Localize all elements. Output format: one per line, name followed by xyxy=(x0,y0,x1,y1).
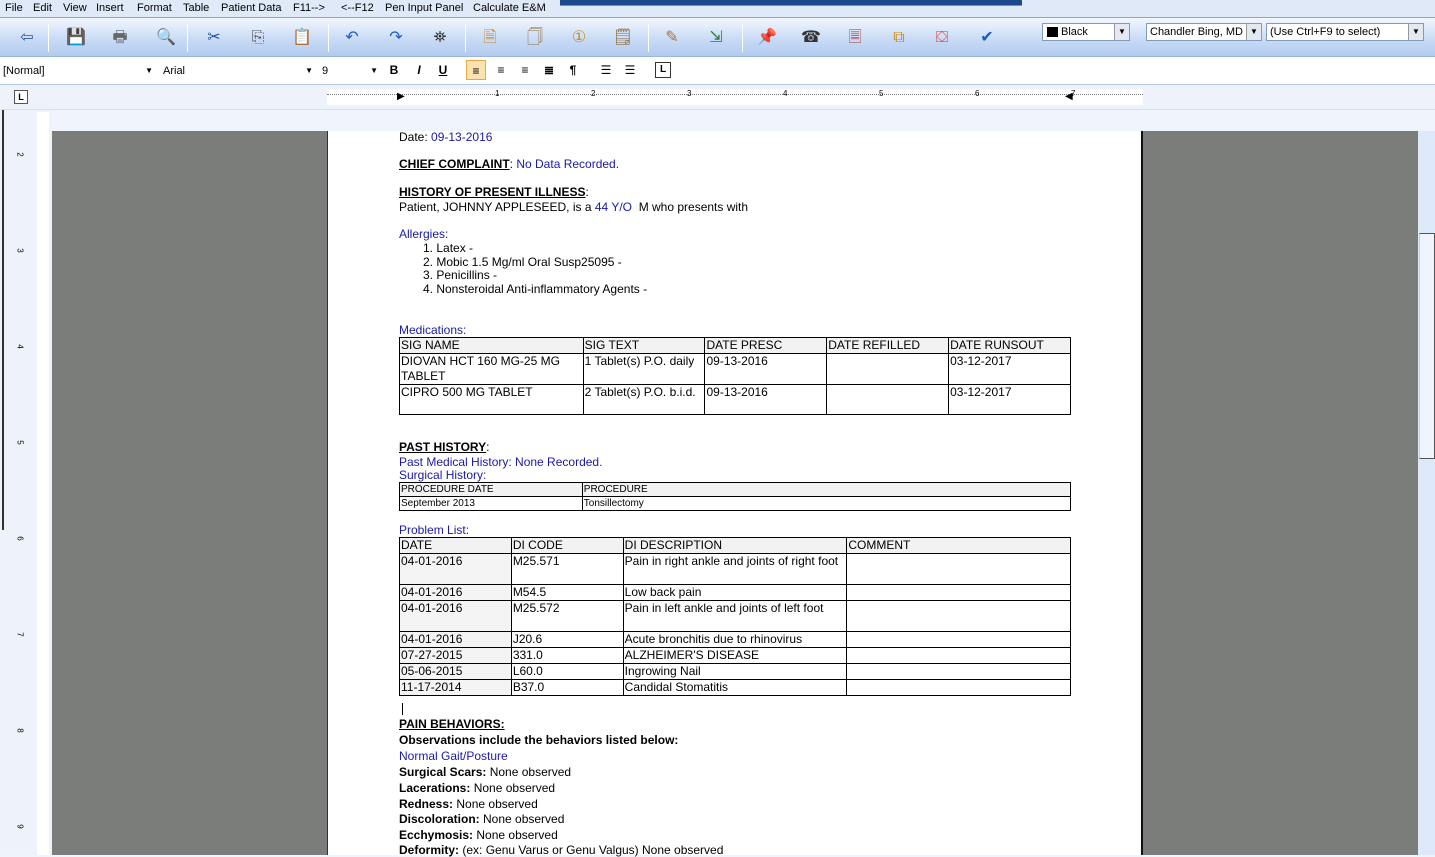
template-select[interactable] xyxy=(1266,23,1424,41)
column-header: SIG TEXT xyxy=(583,338,705,354)
ruler-number: 4 xyxy=(783,89,788,98)
table-row xyxy=(400,554,1071,585)
title-bar-strip xyxy=(560,0,1022,6)
horizontal-ruler[interactable] xyxy=(327,89,1143,105)
table-cell: DIOVAN HCT 160 MG-25 MG TABLET xyxy=(400,354,584,385)
column-header: DATE RUNSOUT xyxy=(949,338,1071,354)
table-cell: 05-06-2015 xyxy=(400,664,512,680)
table-row xyxy=(400,385,1071,415)
menu-f11[interactable]: F11--> xyxy=(293,2,325,14)
find-icon[interactable]: ⛯ xyxy=(433,29,447,46)
bold-button[interactable]: B xyxy=(389,63,399,77)
finding-line xyxy=(399,797,538,811)
date-label: Date: xyxy=(399,130,428,144)
toolbar-separator xyxy=(742,24,743,52)
column-header: DATE REFILLED xyxy=(827,338,949,354)
table-cell: M54.5 xyxy=(511,585,623,601)
eraser-icon[interactable]: ✎ xyxy=(665,29,679,46)
import-icon[interactable]: ⇲ xyxy=(709,29,723,46)
finding-label: Surgical Scars: xyxy=(399,765,487,779)
merge-icon[interactable]: ⧉ xyxy=(893,29,905,46)
column-header: DI DESCRIPTION xyxy=(623,538,847,554)
table-cell: 04-01-2016 xyxy=(400,554,512,585)
table-row xyxy=(400,601,1071,632)
spellcheck-icon[interactable]: ✔ xyxy=(980,29,994,46)
style-select[interactable] xyxy=(3,62,155,80)
allergies-label: Allergies: xyxy=(399,227,449,241)
page-number-icon[interactable]: ① xyxy=(571,29,587,46)
finding-label: Lacerations: xyxy=(399,781,471,795)
table-cell: Tonsillectomy xyxy=(582,497,1070,511)
table-cell: B37.0 xyxy=(511,680,623,696)
finding-label: Deformity: xyxy=(399,843,460,857)
allergy-item: 3. Penicillins - xyxy=(423,268,498,282)
column-header: PROCEDURE xyxy=(582,483,1070,497)
ruler-number: 6 xyxy=(15,536,25,541)
finding-line xyxy=(399,828,558,842)
undo-icon[interactable]: ↶ xyxy=(345,29,359,46)
finding-line xyxy=(399,781,555,795)
table-cell xyxy=(847,648,1071,664)
font-size-value: 9 xyxy=(322,65,329,77)
problem-list-table xyxy=(399,537,1071,696)
chevron-down-icon[interactable]: ▼ xyxy=(145,66,153,75)
hpi-heading-line: HISTORY OF PRESENT ILLNESS: xyxy=(399,185,589,199)
tab-selector-icon[interactable]: L xyxy=(14,90,28,104)
gait-posture: Normal Gait/Posture xyxy=(399,749,508,763)
medications-label: Medications: xyxy=(399,323,467,337)
table-row xyxy=(400,680,1071,696)
table-cell: Candidal Stomatitis xyxy=(623,680,847,696)
table-cell: 11-17-2014 xyxy=(400,680,512,696)
ruler-number: 3 xyxy=(15,248,25,253)
finding-value: None observed xyxy=(489,765,572,779)
note-icon[interactable]: 🗒 xyxy=(612,29,634,46)
scrollbar-thumb[interactable] xyxy=(1419,233,1435,459)
table-header-row xyxy=(400,483,1071,497)
allergy-item: 4. Nonsteroidal Anti-inflammatory Agents - xyxy=(423,282,648,296)
menu-f12[interactable]: <--F12 xyxy=(341,2,374,14)
menu-file[interactable]: File xyxy=(5,2,23,14)
finding-label: Discoloration: xyxy=(399,812,480,826)
table-cell: 03-12-2017 xyxy=(949,354,1071,385)
underline-button[interactable]: U xyxy=(438,63,448,77)
column-header: DATE xyxy=(400,538,512,554)
align-left-button[interactable]: ≡ xyxy=(466,60,486,80)
align-right-button[interactable]: ≡ xyxy=(521,63,529,77)
menu-table[interactable]: Table xyxy=(183,2,210,14)
chief-complaint: CHIEF COMPLAINT: No Data Recorded. xyxy=(399,157,620,171)
ruler-number: 7 xyxy=(15,632,25,637)
left-splitter[interactable] xyxy=(0,110,4,530)
toolbar-separator xyxy=(465,24,466,52)
menu-edit[interactable]: Edit xyxy=(33,2,52,14)
column-header: DI CODE xyxy=(511,538,623,554)
font-select[interactable] xyxy=(163,62,315,80)
menu-format[interactable]: Format xyxy=(137,2,172,14)
print-icon[interactable]: 🖶 xyxy=(112,29,128,46)
table-cell: Pain in right ankle and joints of right foot xyxy=(623,554,847,585)
finding-value: None observed xyxy=(456,797,538,811)
chevron-down-icon[interactable]: ▼ xyxy=(1408,24,1423,40)
menu-insert[interactable]: Insert xyxy=(96,2,124,14)
ruler-number: 3 xyxy=(687,89,692,98)
pdf-icon[interactable]: ⛋ xyxy=(935,29,949,46)
table-cell: 2 Tablet(s) P.O. b.i.d. xyxy=(583,385,705,415)
ruler-number: 5 xyxy=(15,440,25,445)
menu-view[interactable]: View xyxy=(63,2,87,14)
align-center-button[interactable]: ≡ xyxy=(497,63,505,77)
past-history-heading-line: PAST HISTORY: xyxy=(399,440,490,454)
table-cell: Low back pain xyxy=(623,585,847,601)
table-cell xyxy=(827,354,949,385)
table-cell: Acute bronchitis due to rhinovirus xyxy=(623,632,847,648)
table-row xyxy=(400,354,1071,385)
date-line xyxy=(399,130,492,144)
justify-button[interactable]: ≣ xyxy=(543,63,555,77)
table-cell: M25.572 xyxy=(511,601,623,632)
table-row xyxy=(400,497,1071,511)
chief-complaint-value: No Data Recorded. xyxy=(516,157,620,171)
ruler-number: 2 xyxy=(591,89,596,98)
table-cell: Pain in left ankle and joints of left foot xyxy=(623,601,847,632)
ruler-number: 9 xyxy=(15,824,25,829)
font-size-select[interactable] xyxy=(322,62,380,80)
table-cell: Ingrowing Nail xyxy=(623,664,847,680)
bulleted-list-icon[interactable]: ☰ xyxy=(624,63,636,77)
font-value: Arial xyxy=(163,65,186,77)
pain-behaviors-heading: PAIN BEHAVIORS: xyxy=(399,717,505,731)
finding-line xyxy=(399,765,571,779)
left-indent-marker-icon[interactable]: ▶ xyxy=(397,91,405,102)
exit-icon[interactable]: ⇦ xyxy=(20,29,34,46)
menu-calculate-e-m[interactable]: Calculate E&M xyxy=(473,2,546,14)
chevron-down-icon[interactable]: ▼ xyxy=(1114,24,1129,40)
ruler-number: 1 xyxy=(495,89,500,98)
table-cell: 03-12-2017 xyxy=(949,385,1071,415)
save-icon[interactable]: 💾 xyxy=(66,29,86,46)
copy-icon[interactable]: ⎘ xyxy=(251,29,265,46)
redo-icon[interactable]: ↷ xyxy=(389,29,403,46)
table-row xyxy=(400,632,1071,648)
chevron-down-icon[interactable]: ▼ xyxy=(305,66,313,75)
toolbar-separator xyxy=(48,24,49,52)
toolbar-separator xyxy=(187,24,188,52)
ruler-number: 2 xyxy=(15,152,25,157)
table-cell: 04-01-2016 xyxy=(400,632,512,648)
ruler-number: 7 xyxy=(1071,89,1076,98)
table-cell: ALZHEIMER'S DISEASE xyxy=(623,648,847,664)
chevron-down-icon[interactable]: ▼ xyxy=(1246,24,1261,40)
ruler-number: 6 xyxy=(975,89,980,98)
template-icon[interactable]: 🗍 xyxy=(527,29,543,46)
table-header-row xyxy=(400,338,1071,354)
date-value: 09-13-2016 xyxy=(431,130,493,144)
print-preview-icon[interactable]: 🔍 xyxy=(156,29,176,46)
pin-icon[interactable]: 📌 xyxy=(757,29,777,46)
finding-label: Redness: xyxy=(399,797,454,811)
table-cell: September 2013 xyxy=(400,497,583,511)
color-select[interactable] xyxy=(1042,23,1130,41)
past-medical-history: Past Medical History: None Recorded. xyxy=(399,455,603,469)
toolbar-separator xyxy=(648,24,649,52)
finding-value: None observed xyxy=(476,828,558,842)
table-cell: 09-13-2016 xyxy=(705,354,827,385)
hpi-age: 44 Y/O xyxy=(594,200,633,214)
finding-label: Ecchymosis: xyxy=(399,828,474,842)
table-cell: 1 Tablet(s) P.O. daily xyxy=(583,354,705,385)
table-cell: M25.571 xyxy=(511,554,623,585)
hpi-prefix: Patient, JOHNNY APPLESEED, is a xyxy=(399,200,592,214)
color-swatch xyxy=(1047,27,1058,37)
table-row xyxy=(400,585,1071,601)
chevron-down-icon[interactable]: ▼ xyxy=(370,66,378,75)
style-value: [Normal] xyxy=(3,65,45,77)
ruler-number: 4 xyxy=(15,344,25,349)
table-cell xyxy=(827,385,949,415)
report-icon[interactable]: 🗏 xyxy=(848,29,862,46)
paragraph-marks-icon[interactable]: ¶ xyxy=(569,63,577,77)
table-cell xyxy=(847,680,1071,696)
table-cell xyxy=(847,664,1071,680)
medications-table xyxy=(399,337,1071,415)
column-header: COMMENT xyxy=(847,538,1071,554)
color-value: Black xyxy=(1061,26,1088,38)
paste-icon[interactable]: 📋 xyxy=(292,29,312,46)
hpi-suffix: M who presents with xyxy=(638,200,749,214)
text-cursor xyxy=(402,703,403,715)
table-cell xyxy=(847,554,1071,585)
finding-line xyxy=(399,812,564,826)
table-cell: 07-27-2015 xyxy=(400,648,512,664)
observations-text: Observations include the behaviors listed below: xyxy=(399,733,679,747)
table-cell: 04-01-2016 xyxy=(400,601,512,632)
document-icon[interactable]: 🗎 xyxy=(483,29,497,46)
main-toolbar xyxy=(0,18,1435,57)
hpi-text xyxy=(399,200,748,214)
toolbar-separator xyxy=(328,24,329,52)
surgical-history-table xyxy=(399,482,1071,511)
menu-patient-data[interactable]: Patient Data xyxy=(221,2,282,14)
table-cell: CIPRO 500 MG TABLET xyxy=(400,385,584,415)
finding-value: None observed xyxy=(483,812,565,826)
tab-stop-icon[interactable]: L xyxy=(655,62,671,78)
column-header: SIG NAME xyxy=(400,338,584,354)
chief-complaint-heading: CHIEF COMPLAINT xyxy=(399,157,510,171)
format-toolbar xyxy=(0,57,1435,85)
table-row xyxy=(400,648,1071,664)
ruler-number: 8 xyxy=(15,728,25,733)
table-cell: J20.6 xyxy=(511,632,623,648)
vertical-ruler-strip[interactable] xyxy=(37,112,49,855)
allergy-item: 2. Mobic 1.5 Mg/ml Oral Susp25095 - xyxy=(423,255,622,269)
finding-value: None observed xyxy=(473,781,556,795)
table-cell xyxy=(847,632,1071,648)
template-value: (Use Ctrl+F9 to select) xyxy=(1270,26,1381,38)
menu-pen-input-panel[interactable]: Pen Input Panel xyxy=(385,2,464,14)
finding-value: (ex: Genu Varus or Genu Valgus) None observed xyxy=(462,843,724,857)
table-cell xyxy=(847,585,1071,601)
table-cell xyxy=(847,601,1071,632)
hpi-heading: HISTORY OF PRESENT ILLNESS xyxy=(399,185,586,199)
table-cell: L60.0 xyxy=(511,664,623,680)
column-header: PROCEDURE DATE xyxy=(400,483,583,497)
table-header-row xyxy=(400,538,1071,554)
fax-icon[interactable]: ☎ xyxy=(801,29,821,46)
table-row xyxy=(400,664,1071,680)
past-history-heading: PAST HISTORY xyxy=(399,440,487,454)
right-indent-marker-icon[interactable]: ◀ xyxy=(1065,91,1073,102)
italic-button[interactable]: I xyxy=(417,63,421,77)
numbered-list-icon[interactable]: ☰ xyxy=(600,63,612,77)
provider-select[interactable] xyxy=(1146,23,1262,41)
column-header: DATE PRESC xyxy=(705,338,827,354)
cut-icon[interactable]: ✂ xyxy=(207,29,221,46)
problem-list-label: Problem List: xyxy=(399,523,470,537)
table-cell: 04-01-2016 xyxy=(400,585,512,601)
table-cell: 331.0 xyxy=(511,648,623,664)
provider-value: Chandler Bing, MD xyxy=(1150,26,1243,38)
ruler-number: 5 xyxy=(879,89,884,98)
table-cell: 09-13-2016 xyxy=(705,385,827,415)
surgical-history-label: Surgical History: xyxy=(399,468,487,482)
allergy-item: 1. Latex - xyxy=(423,241,474,255)
